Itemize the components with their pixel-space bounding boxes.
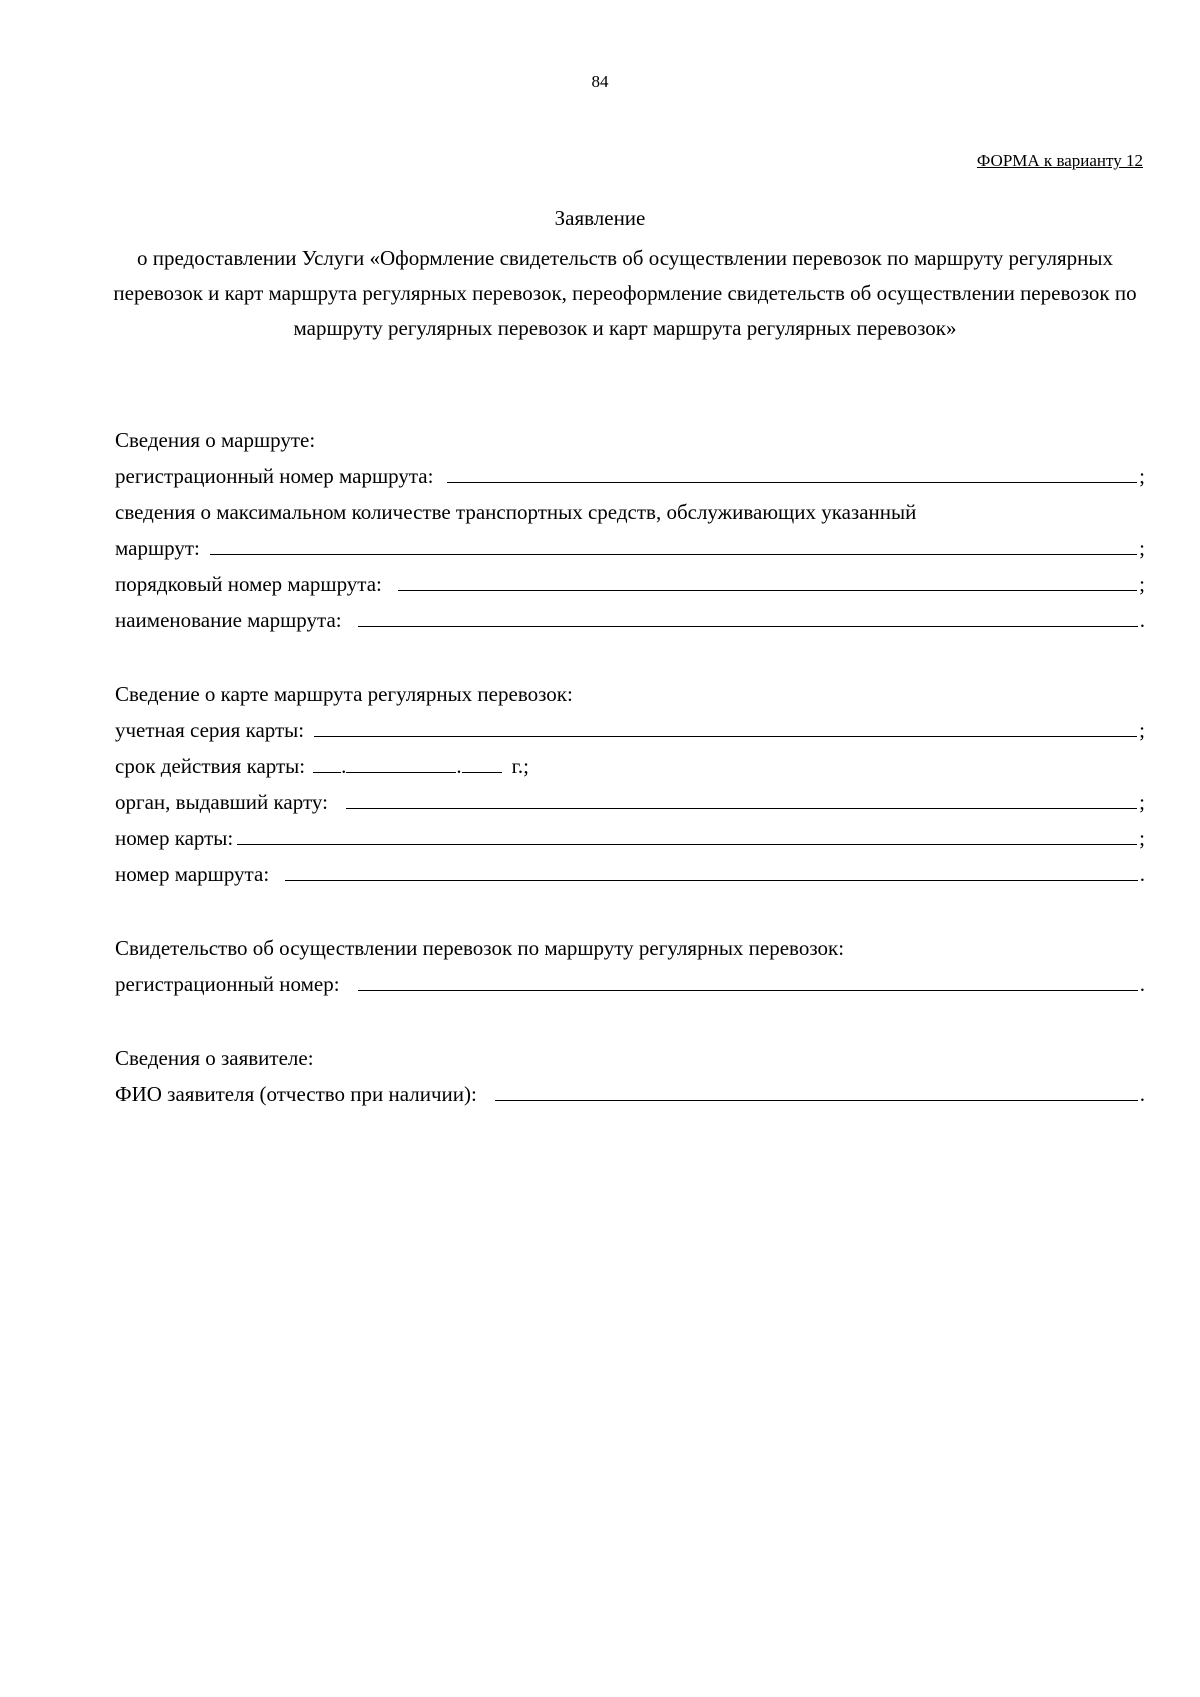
validity-day-field[interactable] — [313, 748, 341, 773]
route-info-heading: Сведения о маршруте: — [115, 428, 316, 452]
applicant-name-row — [115, 1076, 1145, 1112]
route-serial-number-field[interactable] — [398, 566, 1137, 591]
card-series-field[interactable] — [314, 712, 1137, 737]
max-vehicles-label-line1: сведения о максимальном количестве транспортных средств, обслуживающих указанный — [115, 500, 917, 524]
applicant-name-field[interactable] — [495, 1076, 1138, 1101]
punctuation: . — [1139, 972, 1145, 996]
certificate-registration-field[interactable] — [358, 966, 1138, 991]
page-number: 84 — [591, 72, 609, 91]
validity-separator: . — [456, 754, 462, 778]
punctuation: . — [1139, 1082, 1145, 1106]
card-validity-row — [115, 748, 1145, 784]
punctuation: ; — [1139, 826, 1145, 850]
punctuation: ; — [1139, 464, 1145, 488]
card-number-row — [115, 820, 1145, 856]
punctuation: ; — [1139, 536, 1145, 560]
route-serial-number-label: порядковый номер маршрута: — [115, 572, 382, 596]
max-vehicles-field[interactable] — [210, 530, 1137, 555]
document-subtitle: о предоставлении Услуги «Оформление свидетельств об осуществлении перевозок по маршруту регулярных перевозок и карт маршрута регулярных перевозок, переоформление свидетельств об осуществлении перевозок по маршруту регулярных перевозок и карт маршрута регулярных перевозок» — [113, 246, 1137, 340]
applicant-heading: Сведения о заявителе: — [115, 1046, 314, 1070]
card-series-row — [115, 712, 1145, 748]
applicant-section — [115, 1040, 1145, 1112]
route-name-row — [115, 602, 1145, 638]
certificate-registration-row — [115, 966, 1145, 1002]
card-number-label: номер карты: — [115, 826, 234, 850]
max-vehicles-label-line2: маршрут: — [115, 536, 200, 560]
punctuation: . — [1139, 608, 1145, 632]
max-vehicles-row — [115, 530, 1145, 566]
route-name-label: наименование маршрута: — [115, 608, 342, 632]
punctuation: . — [1139, 862, 1145, 886]
form-label: ФОРМА к варианту 12 — [976, 151, 1143, 170]
card-number-field[interactable] — [237, 820, 1137, 845]
card-info-heading: Сведение о карте маршрута регулярных перевозок: — [115, 682, 573, 706]
applicant-name-label: ФИО заявителя (отчество при наличии): — [115, 1082, 477, 1106]
document-title: Заявление — [554, 206, 646, 230]
card-route-number-row — [115, 856, 1145, 892]
punctuation: ; — [1139, 572, 1145, 596]
card-series-label: учетная серия карты: — [115, 718, 305, 742]
card-route-number-label: номер маршрута: — [115, 862, 270, 886]
route-registration-number-row — [115, 458, 1145, 494]
card-route-number-field[interactable] — [285, 856, 1138, 881]
card-issuer-row — [115, 784, 1145, 820]
punctuation: ; — [1139, 790, 1145, 814]
certificate-heading: Свидетельство об осуществлении перевозок по маршруту регулярных перевозок: — [115, 936, 845, 960]
route-name-field[interactable] — [358, 602, 1138, 627]
route-registration-number-field[interactable] — [447, 458, 1137, 483]
card-info-section — [115, 676, 1145, 892]
validity-month-field[interactable] — [346, 748, 456, 773]
validity-suffix: г.; — [511, 754, 529, 778]
certificate-section — [115, 930, 1145, 1002]
route-info-section — [115, 422, 1145, 638]
validity-year-field[interactable] — [462, 748, 502, 773]
card-issuer-field[interactable] — [346, 784, 1137, 809]
card-issuer-label: орган, выдавший карту: — [115, 790, 328, 814]
punctuation: ; — [1139, 718, 1145, 742]
validity-separator: . — [341, 754, 347, 778]
route-serial-number-row — [115, 566, 1145, 602]
route-registration-number-label: регистрационный номер маршрута: — [115, 464, 434, 488]
card-validity-label: срок действия карты: — [115, 754, 306, 778]
certificate-registration-label: регистрационный номер: — [115, 972, 340, 996]
